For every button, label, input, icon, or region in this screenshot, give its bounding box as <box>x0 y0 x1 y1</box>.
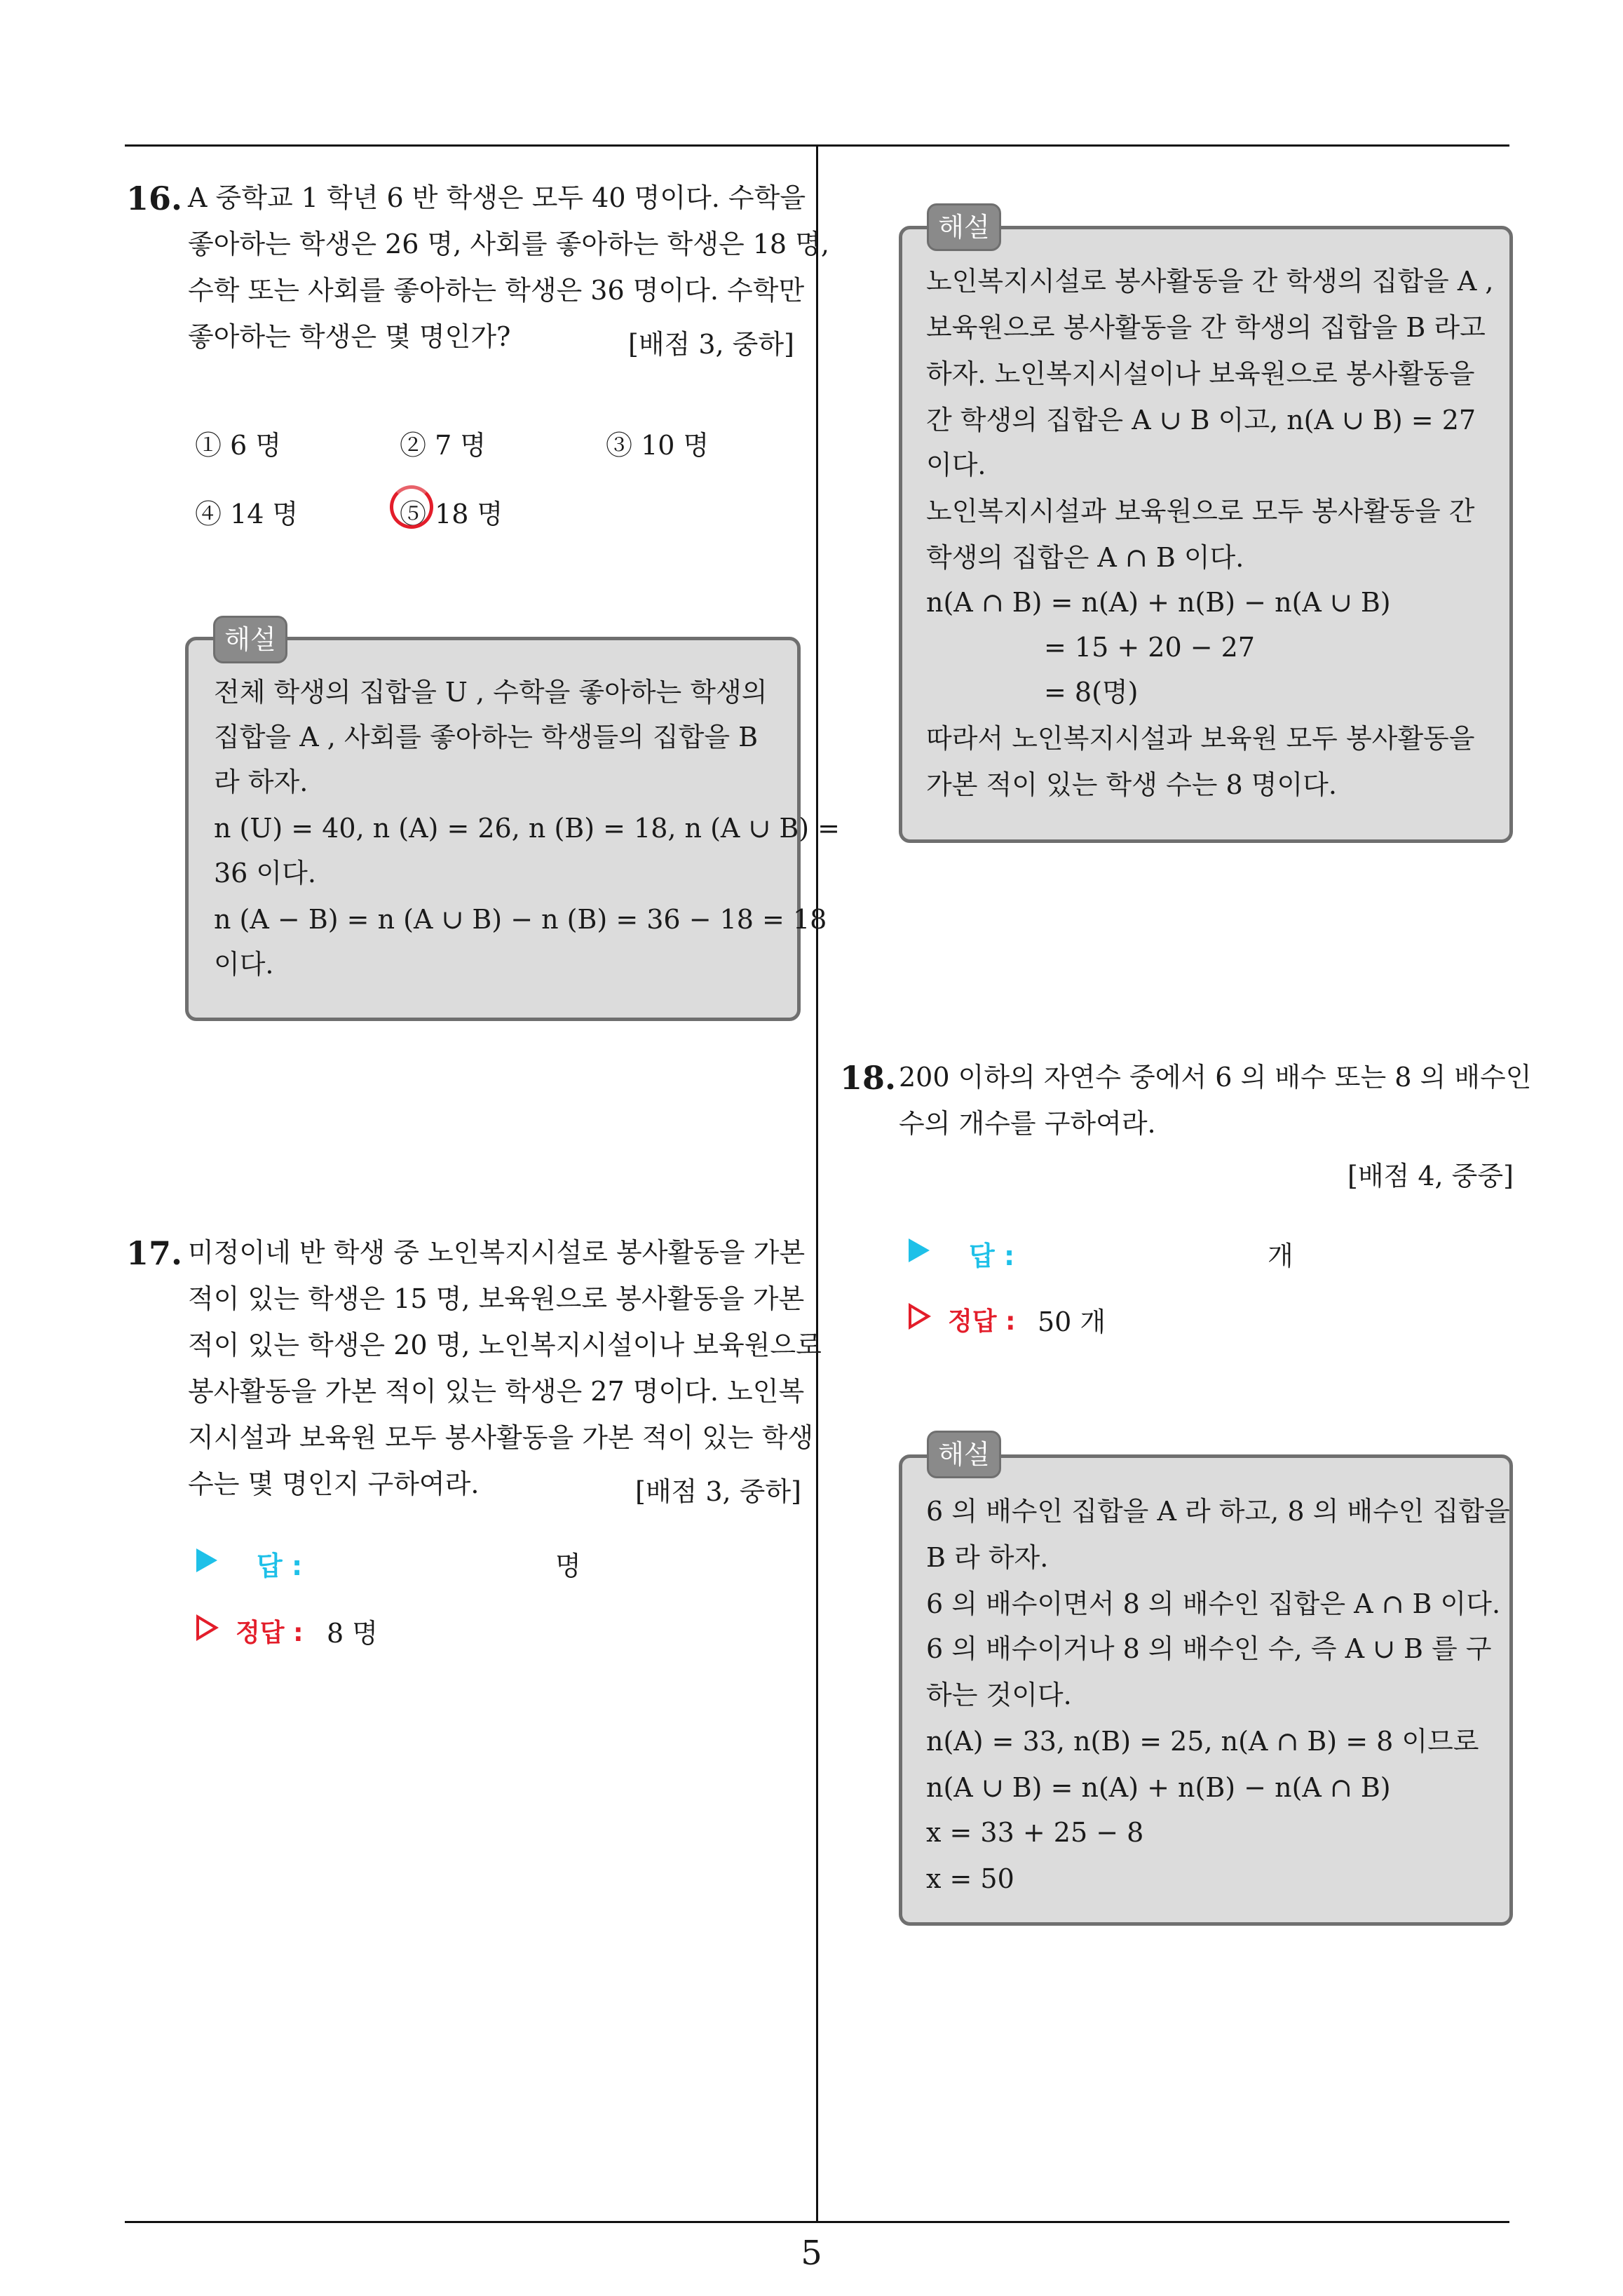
correct-answer-circle-mark <box>390 485 433 529</box>
solution-box <box>899 226 1513 843</box>
choice-2[interactable]: ② 7 명 <box>400 430 487 461</box>
solution-line: 전체 학생의 집합을 U , 수학을 좋아하는 학생의 <box>214 677 768 708</box>
choice-5[interactable]: ⑤ 18 명 <box>400 499 503 529</box>
solution-line: = 8(명) <box>1044 677 1139 708</box>
key-label: 정답 : <box>236 1619 304 1647</box>
solution-box <box>185 637 841 1021</box>
solution-line: x = 33 + 25 − 8 <box>926 1817 1144 1848</box>
question-text-line: A 중학교 1 학년 6 반 학생은 모두 40 명이다. 수학을 <box>188 182 806 213</box>
question-text-line: 적이 있는 학생은 20 명, 노인복지시설이나 보육원으로 <box>188 1330 822 1360</box>
choice-4[interactable]: ④ 14 명 <box>195 499 299 529</box>
answer-input[interactable] <box>315 1540 547 1582</box>
solution-line: 노인복지시설로 봉사활동을 간 학생의 집합을 A , <box>926 266 1494 297</box>
question-number: 17. <box>126 1234 183 1272</box>
question-number: 18. <box>840 1059 897 1097</box>
question-text-line: 미정이네 반 학생 중 노인복지시설로 봉사활동을 가본 <box>188 1237 806 1268</box>
solution-line: n(A ∪ B) = n(A) + n(B) − n(A ∩ B) <box>926 1772 1391 1803</box>
solution-line: = 15 + 20 − 27 <box>1044 632 1255 663</box>
solution-tag: 해설 <box>213 616 287 663</box>
solution-line: 이다. <box>214 949 274 980</box>
solution-line: 노인복지시설과 보육원으로 모두 봉사활동을 간 <box>926 496 1475 527</box>
answer-unit: 명 <box>555 1551 581 1581</box>
question-text-line: 적이 있는 학생은 15 명, 보육원으로 봉사활동을 가본 <box>188 1283 805 1314</box>
solution-line: 가본 적이 있는 학생 수는 8 명이다. <box>926 769 1337 800</box>
key-arrow-inner <box>199 1619 213 1636</box>
question-text-line: 수는 몇 명인지 구하여라. <box>188 1468 480 1499</box>
page-number: 5 <box>801 2234 822 2273</box>
question-text-line: 200 이하의 자연수 중에서 6 의 배수 또는 8 의 배수인 <box>899 1062 1532 1093</box>
answer-label: 답 : <box>969 1241 1015 1271</box>
score-tag: [배점 4, 중중] <box>1347 1161 1514 1191</box>
key-label: 정답 : <box>948 1307 1016 1336</box>
question-text-line: 수의 개수를 구하여라. <box>899 1108 1156 1139</box>
solution-line: 6 의 배수인 집합을 A 라 하고, 8 의 배수인 집합을 <box>926 1496 1510 1527</box>
solution-line: 집합을 A , 사회를 좋아하는 학생들의 집합을 B <box>214 722 759 752</box>
question-text-line: 좋아하는 학생은 26 명, 사회를 좋아하는 학생은 18 명, <box>188 229 829 259</box>
answer-unit: 개 <box>1268 1241 1293 1271</box>
solution-line: n(A ∩ B) = n(A) + n(B) − n(A ∪ B) <box>926 587 1391 618</box>
question-text-line: 지시설과 보육원 모두 봉사활동을 가본 적이 있는 학생 <box>188 1422 814 1453</box>
question-text-line: 좋아하는 학생은 몇 명인가? <box>188 321 511 352</box>
solution-box <box>899 1454 1513 1926</box>
key-arrow-inner <box>911 1308 925 1325</box>
choice-3[interactable]: ③ 10 명 <box>606 430 709 461</box>
bottom-rule <box>125 2221 1509 2223</box>
solution-line: 하자. 노인복지시설이나 보육원으로 봉사활동을 <box>926 358 1475 389</box>
solution-line: 보육원으로 봉사활동을 간 학생의 집합을 B 라고 <box>926 312 1486 343</box>
solution-line: 학생의 집합은 A ∩ B 이다. <box>926 542 1244 573</box>
key-value: 50 개 <box>1038 1306 1106 1337</box>
solution-line: n (A − B) = n (A ∪ B) − n (B) = 36 − 18 = 18 <box>214 904 827 935</box>
answer-arrow-icon <box>196 1548 217 1572</box>
score-tag: [배점 3, 중하] <box>628 329 794 360</box>
answer-label: 답 : <box>257 1551 303 1581</box>
solution-line: 라 하자. <box>214 767 308 797</box>
solution-line: B 라 하자. <box>926 1542 1049 1573</box>
solution-line: 이다. <box>926 450 986 480</box>
question-text-line: 수학 또는 사회를 좋아하는 학생은 36 명이다. 수학만 <box>188 275 805 306</box>
solution-line: 6 의 배수이거나 8 의 배수인 수, 즉 A ∪ B 를 구 <box>926 1633 1492 1664</box>
solution-line: n (U) = 40, n (A) = 26, n (B) = 18, n (A ∪ B) = <box>214 813 841 844</box>
solution-tag: 해설 <box>927 1431 1001 1478</box>
question-number: 16. <box>126 180 183 217</box>
solution-line: 하는 것이다. <box>926 1680 1072 1710</box>
solution-line: n(A) = 33, n(B) = 25, n(A ∩ B) = 8 이므로 <box>926 1726 1479 1757</box>
solution-line: 간 학생의 집합은 A ∪ B 이고, n(A ∪ B) = 27 <box>926 405 1476 435</box>
column-divider <box>816 144 818 2222</box>
solution-line: 6 의 배수이면서 8 의 배수인 집합은 A ∩ B 이다. <box>926 1588 1501 1619</box>
key-value: 8 명 <box>327 1618 378 1649</box>
question-text-line: 봉사활동을 가본 적이 있는 학생은 27 명이다. 노인복 <box>188 1376 805 1407</box>
score-tag: [배점 3, 중하] <box>635 1476 801 1507</box>
solution-tag: 해설 <box>927 203 1001 251</box>
choice-1[interactable]: ① 6 명 <box>195 430 282 461</box>
solution-line: 따라서 노인복지시설과 보육원 모두 봉사활동을 <box>926 723 1475 754</box>
solution-line: 36 이다. <box>214 858 316 889</box>
solution-line: x = 50 <box>926 1863 1014 1894</box>
answer-arrow-icon <box>909 1238 930 1262</box>
answer-input[interactable] <box>1028 1230 1259 1272</box>
